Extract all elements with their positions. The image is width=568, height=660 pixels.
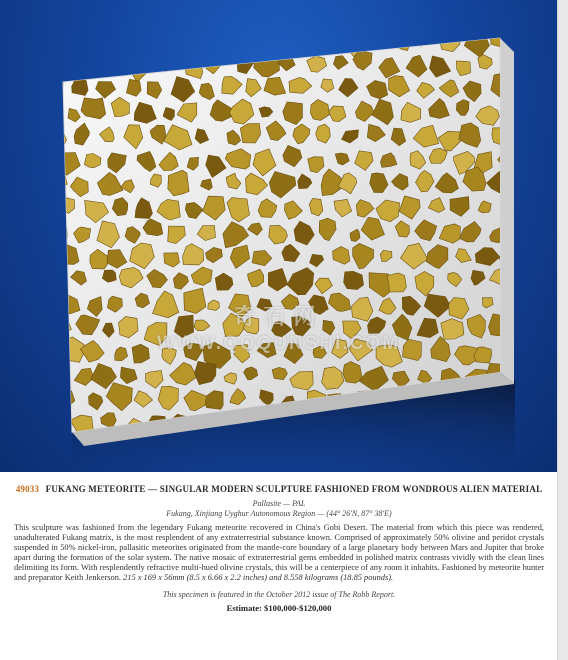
olivine-crystal [54, 372, 66, 385]
olivine-crystal [150, 32, 170, 51]
olivine-crystal [199, 33, 219, 51]
lot-title: FUKANG METEORITE — SINGULAR MODERN SCULPTURE FASHIONED FROM WONDROUS ALIEN MATERIAL [45, 484, 543, 494]
olivine-crystal [77, 36, 92, 49]
olivine-crystal [319, 33, 339, 48]
olivine-crystals [42, 26, 522, 440]
olivine-crystal [373, 31, 386, 46]
olivine-crystal [267, 30, 293, 59]
olivine-crystal [243, 30, 261, 46]
olivine-crystal [120, 30, 135, 47]
olivine-crystal [42, 127, 66, 151]
olivine-crystal [88, 54, 109, 75]
olivine-crystal [60, 56, 72, 70]
olivine-crystal [46, 36, 62, 53]
lot-heading [14, 484, 544, 494]
olivine-crystal [175, 30, 194, 47]
page-edge [557, 0, 568, 660]
lot-number: 49033 [15, 484, 40, 494]
lot-description [14, 523, 544, 583]
olivine-crystal [158, 57, 173, 72]
watermark-url: WWW.QQQUNSHI.COM [156, 333, 401, 354]
lot-description-block [14, 484, 544, 613]
olivine-crystal [218, 29, 237, 51]
olivine-crystal [42, 80, 63, 100]
feature-note: This specimen is featured in the October 2012 issue of The Robb Report. [162, 590, 396, 599]
olivine-crystal [387, 273, 407, 292]
lot-estimate: Estimate: $100,000-$120,000 [226, 603, 332, 613]
olivine-crystal [72, 76, 89, 95]
lot-location: Fukang, Xinjiang Uyghur Autonomous Region — (44° 26'N, 87° 38'E) [166, 509, 392, 518]
lot-dimensions: 215 x 169 x 56mm (8.5 x 6.66 x 2.2 inches) and 8.558 kilograms (18.85 pounds). [123, 573, 394, 582]
lot-description-text: This sculpture was fashioned from the legendary Fukang meteorite recovered in China's Gobi Desert. The material from which this piece was rendered, unadulterated Fukang matrix, is the most resplendent of any extraterrestrial substance known. Comprised of approximately 50% olivine and peridot crystals suspended in 50% nickel-iron, pallasitic meteorites originated from the mantle-core boundary of a large planetary body between Mars and Jupiter that broke apart during the formation of the solar system. The native mosaic of extraterrestrial gems embedded in polished matrix contrasts vividly with the clean lines delimiting its form. With resplendently refractive multi-hued olivine crystals, this will be a centerpiece of any room it inhabits. Fashioned by meteorite hunter and preparator Keith Jenkerson. [14, 523, 544, 582]
lot-classification: Pallasite — PAL [252, 499, 306, 508]
olivine-crystal [288, 26, 315, 49]
olivine-crystal [52, 225, 67, 241]
olivine-crystal [51, 269, 64, 283]
olivine-crystal [47, 418, 66, 440]
olivine-crystal [413, 33, 428, 47]
watermark-chinese: 奇石网 [233, 304, 324, 329]
olivine-crystal [309, 199, 323, 216]
olivine-crystal [97, 31, 112, 50]
olivine-crystal [105, 55, 125, 74]
